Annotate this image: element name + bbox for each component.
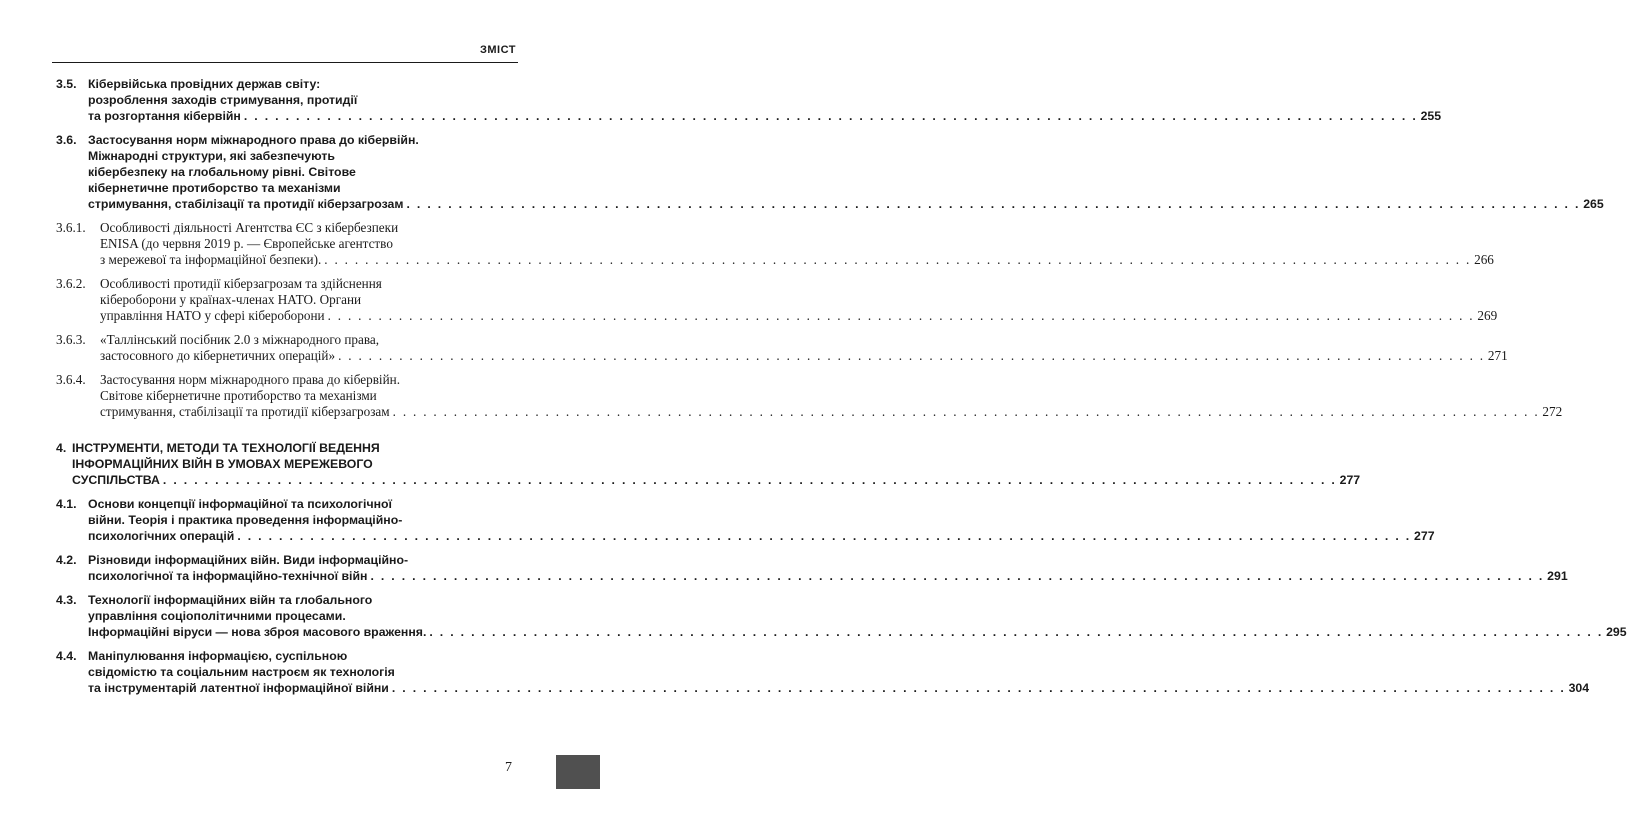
toc-entry-line: Маніпулювання інформацією, суспільною bbox=[88, 649, 348, 663]
toc-entry-line: Різновиди інформаційних війн. Види інформаційно- bbox=[88, 553, 409, 567]
toc-entry[interactable] bbox=[56, 440, 1361, 488]
toc-entry-number: 4.4. bbox=[56, 649, 77, 663]
dot-leader bbox=[237, 528, 1411, 544]
toc-entry-line: «Таллінський посібник 2.0 з міжнародного права, bbox=[100, 332, 380, 347]
toc-entry-line: кібернетичне протиборство та механізми bbox=[88, 181, 341, 195]
toc-entry[interactable] bbox=[56, 496, 1435, 544]
toc-entry[interactable] bbox=[56, 552, 1568, 584]
toc-entry-page: 295 bbox=[1606, 625, 1627, 639]
toc-entry-title bbox=[88, 132, 1604, 212]
toc-entry-page: 271 bbox=[1487, 348, 1508, 363]
toc-entry-page: 269 bbox=[1477, 308, 1498, 323]
toc-entry-page: 304 bbox=[1568, 681, 1590, 695]
toc-entry-line: Застосування норм міжнародного права до кібервійн. bbox=[88, 133, 419, 147]
toc-entry[interactable] bbox=[56, 648, 1590, 696]
toc-entry-number: 3.6.1. bbox=[56, 220, 86, 235]
toc-entry-line: Кібервійська провідних держав світу: bbox=[88, 77, 321, 91]
dot-leader bbox=[429, 624, 1603, 640]
toc-entry-line: розроблення заходів стримування, протидії bbox=[88, 93, 358, 107]
toc-entry-line: війни. Теорія і практика проведення інформаційно- bbox=[88, 513, 403, 527]
dot-leader bbox=[244, 108, 1418, 124]
toc-entry-number: 3.6.3. bbox=[56, 332, 86, 347]
toc-entry[interactable] bbox=[56, 76, 1442, 124]
toc-entry-page: 272 bbox=[1542, 404, 1563, 419]
toc-entry-line: стримування, стабілізації та протидії кіберзагрозам bbox=[100, 404, 390, 419]
toc-entry-title bbox=[88, 552, 1568, 584]
dot-leader bbox=[328, 308, 1475, 324]
table-of-contents bbox=[56, 76, 1627, 704]
dot-leader bbox=[163, 472, 1337, 488]
toc-entry-line: кібероборони у країнах-членах НАТО. Органи bbox=[100, 292, 362, 307]
toc-entry-line: Основи концепції інформаційної та психологічної bbox=[88, 497, 392, 511]
toc-entry-line: та розгортання кібервійн bbox=[88, 109, 241, 123]
toc-entry[interactable] bbox=[56, 220, 1494, 268]
toc-entry-number: 4.1. bbox=[56, 497, 77, 511]
toc-entry[interactable] bbox=[56, 332, 1508, 364]
dot-leader bbox=[324, 252, 1471, 268]
toc-entry-line: психологічних операцій bbox=[88, 529, 235, 543]
toc-entry-line: стримування, стабілізації та протидії кіберзагрозам bbox=[88, 197, 404, 211]
toc-entry-page: 266 bbox=[1474, 252, 1494, 267]
dot-leader bbox=[392, 680, 1566, 696]
toc-entry-title bbox=[100, 276, 1497, 324]
toc-entry-line: Технології інформаційних війн та глобального bbox=[88, 593, 373, 607]
toc-entry-title bbox=[100, 332, 1508, 364]
toc-entry-title bbox=[100, 372, 1562, 420]
toc-entry-number: 4. bbox=[56, 441, 67, 455]
toc-entry-line: управління соціополітичними процесами. bbox=[88, 609, 346, 623]
header-rule bbox=[52, 62, 518, 63]
toc-entry[interactable] bbox=[56, 372, 1563, 420]
toc-entry-title bbox=[88, 76, 1441, 124]
toc-entry-number: 3.6. bbox=[56, 133, 77, 147]
toc-entry[interactable] bbox=[56, 132, 1604, 212]
toc-entry-title bbox=[88, 592, 1627, 640]
dot-leader bbox=[338, 348, 1485, 364]
page-number: 7 bbox=[505, 760, 512, 775]
toc-entry-line: СУСПІЛЬСТВА bbox=[72, 473, 160, 487]
toc-entry-number: 4.3. bbox=[56, 593, 77, 607]
toc-entry-line: ENISA (до червня 2019 р. — Європейське агентство bbox=[100, 236, 393, 251]
toc-entry-line: психологічної та інформаційно-технічної війн bbox=[88, 569, 368, 583]
toc-entry-line: з мережевої та інформаційної безпеки). bbox=[100, 252, 322, 267]
toc-entry-page: 291 bbox=[1547, 569, 1568, 583]
toc-entry-line: застосовного до кібернетичних операцій» bbox=[100, 348, 336, 363]
toc-entry-line: свідомістю та соціальним настроєм як технологія bbox=[88, 665, 395, 679]
toc-entry-line: Застосування норм міжнародного права до кібервійн. bbox=[100, 372, 401, 387]
toc-entry-title bbox=[72, 440, 1360, 488]
toc-entry-title bbox=[100, 220, 1494, 268]
dot-leader bbox=[393, 404, 1540, 420]
toc-entry[interactable] bbox=[56, 592, 1627, 640]
toc-entry-page: 255 bbox=[1420, 109, 1442, 123]
dot-leader bbox=[370, 568, 1544, 584]
toc-entry-line: ІНФОРМАЦІЙНИХ ВІЙН В УМОВАХ МЕРЕЖЕВОГО bbox=[72, 457, 373, 471]
toc-entry-line: та інструментарій латентної інформаційної війни bbox=[88, 681, 389, 695]
toc-entry-title bbox=[88, 496, 1435, 544]
toc-entry[interactable] bbox=[56, 276, 1498, 324]
dot-leader bbox=[407, 196, 1581, 212]
toc-entry-number: 3.6.4. bbox=[56, 372, 86, 387]
toc-entry-page: 277 bbox=[1339, 473, 1361, 487]
toc-entry-line: ІНСТРУМЕНТИ, МЕТОДИ ТА ТЕХНОЛОГІЇ ВЕДЕННЯ bbox=[72, 441, 380, 455]
toc-entry-page: 265 bbox=[1583, 197, 1604, 211]
chapter-edge-tab bbox=[556, 755, 600, 789]
toc-entry-number: 3.6.2. bbox=[56, 276, 86, 291]
toc-entry-line: Особливості діяльності Агентства ЄС з кібербезпеки bbox=[100, 220, 399, 235]
toc-entry-line: Інформаційні віруси — нова зброя масового враження. bbox=[88, 625, 427, 639]
toc-entry-line: управління НАТО у сфері кібероборони bbox=[100, 308, 325, 323]
toc-entry-number: 4.2. bbox=[56, 553, 77, 567]
section-gap bbox=[56, 428, 516, 440]
toc-entry-title bbox=[88, 648, 1589, 696]
toc-entry-line: Світове кібернетичне протиборство та механізми bbox=[100, 388, 377, 403]
toc-entry-line: Міжнародні структури, які забезпечують bbox=[88, 149, 335, 163]
toc-entry-number: 3.5. bbox=[56, 77, 77, 91]
running-header: ЗМІСТ bbox=[480, 44, 516, 56]
toc-entry-line: Особливості протидії кіберзагрозам та здійснення bbox=[100, 276, 382, 291]
toc-entry-line: кібербезпеку на глобальному рівні. Світове bbox=[88, 165, 356, 179]
toc-entry-page: 277 bbox=[1414, 529, 1435, 543]
